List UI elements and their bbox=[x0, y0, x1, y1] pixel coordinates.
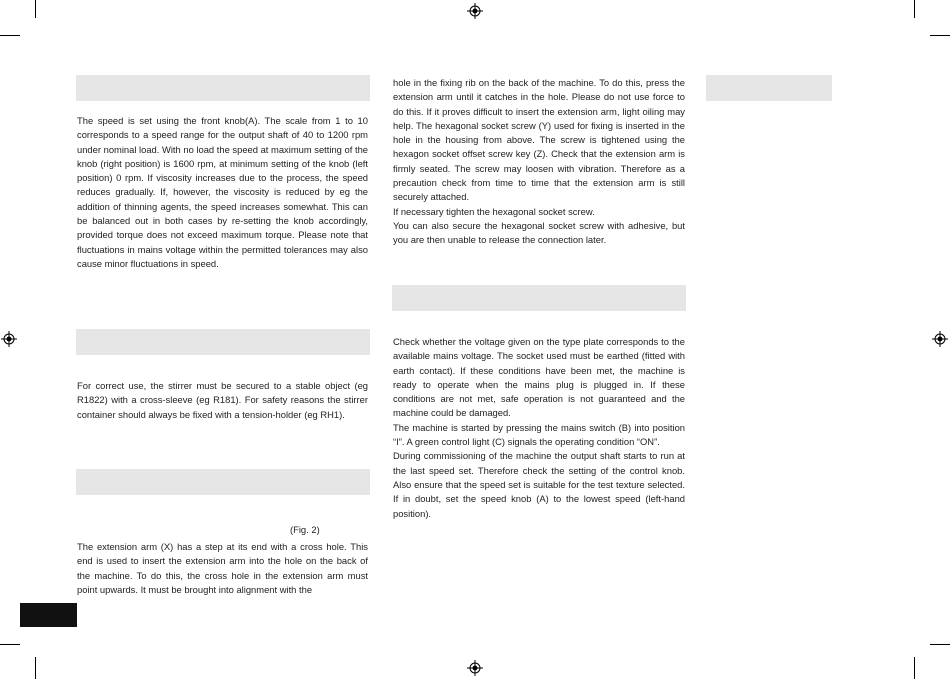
start-text: The machine is started by pressing the mains switch (B) into position “I”. A green control light (C) signals the operating condition “ON”. bbox=[393, 421, 685, 448]
securing-paragraph: For correct use, the stirrer must be secured to a stable object (eg R1822) with a cross-sleeve (eg R181). For safety reasons the stirrer container should always be fixed with a tension-holder (eg RH1). bbox=[77, 380, 368, 420]
continuation-text: hole in the fixing rib on the back of the machine. To do this, press the extension arm until it catches in the hole. Please do not use force to do this. If it proves difficult to insert the extension arm, light oiling may help. The hexagonal socket screw (Y) used for fixing is inserted in the hole in the housing from above. The screw is tightened using the hexagon socket offset screw key (Z). Check that the extension arm is firmly seated. The screw may loosen with vibration. Therefore as a precaution check from time to time that the extension arm is still securely attached. bbox=[393, 77, 685, 203]
heading-bar-right-column bbox=[706, 75, 832, 101]
registration-mark-top bbox=[467, 3, 483, 19]
extension-arm-paragraph: The extension arm (X) has a step at its end with a cross hole. This end is used to insert the extension arm into the hole on the back of the machine. To do this, the cross hole in the extension arm must point upwards. It must be brought into alignment with the bbox=[77, 541, 368, 595]
speed-paragraph: The speed is set using the front knob(A). The scale from 1 to 10 corresponds to a speed range for the output shaft of 40 to 1200 rpm under nominal load. With no load the speed at maximum setting of the knob (right position) is 1600 rpm, at minimum setting of the knob (left position) 0 rpm. If viscosity increases due to the process, the speed reduces gradually. If, however, the viscosity is reduced by eg the addition of thinning agents, the speed increases somewhat. This can be balanced out in both cases by re-setting the knob accordingly, provided torque does not exceed maximum torque. Please note that fluctuations in mains voltage within the permitted tolerances may also cause minor fluctuations in speed. bbox=[77, 115, 368, 269]
registration-mark-right bbox=[932, 331, 948, 347]
crop-mark bbox=[0, 644, 20, 645]
registration-mark-left bbox=[1, 331, 17, 347]
heading-bar-commissioning bbox=[392, 285, 686, 311]
page-tab bbox=[20, 603, 77, 627]
crop-mark bbox=[35, 657, 36, 679]
voltage-text: Check whether the voltage given on the type plate corresponds to the available mains voltage. The socket used must be earthed (fitted with earth contact). If these conditions have been met, the machine is ready to operate when the mains plug is plugged in. If these conditions are not met, safe operation is not guaranteed and the machine could be damaged. bbox=[393, 336, 685, 419]
commissioning-text: During commissioning of the machine the output shaft starts to run at the last speed set. Therefore check the setting of the control knob. Also ensure that the speed set is suitable for the test texture selected. If in doubt, set the speed knob (A) to the lowest speed (left-hand position). bbox=[393, 450, 685, 519]
crop-mark bbox=[35, 0, 36, 18]
crop-mark bbox=[0, 35, 20, 36]
extension-continuation-paragraph bbox=[393, 76, 685, 248]
heading-bar-extension-arm bbox=[76, 469, 370, 495]
heading-bar-speed bbox=[76, 75, 370, 101]
tighten-text: If necessary tighten the hexagonal socket screw. bbox=[393, 205, 595, 217]
commissioning-section bbox=[393, 335, 685, 521]
crop-mark bbox=[930, 644, 950, 645]
figure-caption: (Fig. 2) bbox=[290, 524, 320, 535]
heading-bar-securing bbox=[76, 329, 370, 355]
crop-mark bbox=[914, 657, 915, 679]
registration-mark-bottom bbox=[467, 660, 483, 676]
crop-mark bbox=[914, 0, 915, 18]
adhesive-text: You can also secure the hexagonal socket screw with adhesive, but you are then unable to release the connection later. bbox=[393, 219, 685, 246]
crop-mark bbox=[930, 35, 950, 36]
